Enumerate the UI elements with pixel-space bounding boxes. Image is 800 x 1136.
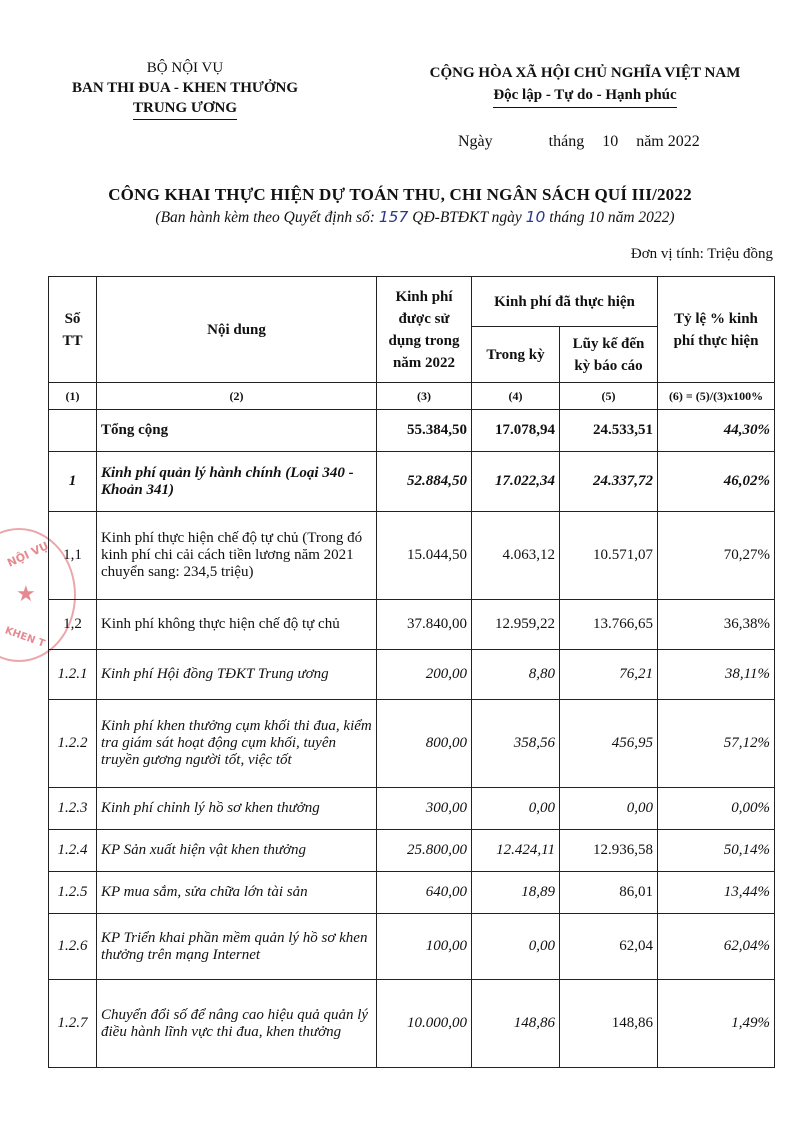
cell-ratio: 70,27%	[658, 512, 775, 600]
table-row	[49, 452, 775, 512]
cell-content: Kinh phí Hội đồng TĐKT Trung ương	[97, 650, 377, 700]
header-cumulative: Lũy kế đến kỳ báo cáo	[560, 327, 658, 383]
cell-period: 18,89	[472, 872, 560, 914]
table-row	[49, 600, 775, 650]
cell-budget: 25.800,00	[377, 830, 472, 872]
cell-cumulative: 86,01	[560, 872, 658, 914]
index-cell: (1)	[49, 383, 97, 410]
index-cell: (2)	[97, 383, 377, 410]
cell-ratio: 0,00%	[658, 788, 775, 830]
date-month-label: tháng	[548, 133, 585, 150]
republic-name: CỘNG HÒA XÃ HỘI CHỦ NGHĨA VIỆT NAM	[429, 65, 741, 81]
cell-period: 17.022,34	[472, 452, 560, 512]
cell-period: 4.063,12	[472, 512, 560, 600]
cell-ratio: 1,49%	[658, 980, 775, 1068]
cell-content: Kinh phí chỉnh lý hồ sơ khen thưởng	[97, 788, 377, 830]
cell-period: 12.959,22	[472, 600, 560, 650]
cell-stt: 1.2.2	[49, 700, 97, 788]
decision-number: 157	[378, 208, 409, 226]
date-year-label: năm	[636, 133, 664, 150]
cell-period: 0,00	[472, 914, 560, 980]
date-year: 2022	[667, 133, 700, 150]
cell-cumulative: 24.337,72	[560, 452, 658, 512]
header-budget: Kinh phí được sử dụng trong năm 2022	[377, 277, 472, 383]
cell-stt: 1	[49, 452, 97, 512]
cell-budget: 10.000,00	[377, 980, 472, 1068]
seal-emblem-icon: ★	[16, 582, 36, 607]
cell-budget: 800,00	[377, 700, 472, 788]
index-cell: (4)	[472, 383, 560, 410]
table-row	[49, 788, 775, 830]
cell-content: Kinh phí khen thưởng cụm khối thi đua, kiểm tra giám sát hoạt động cụm khối, tuyên truyền gương người tốt, việc tốt	[97, 700, 377, 788]
header-ratio: Tỷ lệ % kinh phí thực hiện	[658, 277, 775, 383]
cell-stt: 1.2.6	[49, 914, 97, 980]
cell-cumulative: 24.533,51	[560, 410, 658, 452]
cell-budget: 37.840,00	[377, 600, 472, 650]
cell-period: 17.078,94	[472, 410, 560, 452]
cell-stt: 1,1	[49, 512, 97, 600]
cell-ratio: 62,04%	[658, 914, 775, 980]
cell-content: KP Sản xuất hiện vật khen thưởng	[97, 830, 377, 872]
table-row	[49, 872, 775, 914]
cell-period: 358,56	[472, 700, 560, 788]
cell-budget: 52.884,50	[377, 452, 472, 512]
cell-ratio: 44,30%	[658, 410, 775, 452]
cell-stt: 1.2.5	[49, 872, 97, 914]
national-motto: Độc lập - Tự do - Hạnh phúc	[493, 84, 676, 108]
table-row	[49, 650, 775, 700]
cell-cumulative: 13.766,65	[560, 600, 658, 650]
index-cell: (6) = (5)/(3)x100%	[658, 383, 775, 410]
column-index-row	[49, 383, 775, 410]
header-content: Nội dung	[97, 277, 377, 383]
index-cell: (5)	[560, 383, 658, 410]
table-row	[49, 980, 775, 1068]
cell-ratio: 46,02%	[658, 452, 775, 512]
seal-text-bottom: KHEN T	[3, 625, 47, 650]
cell-stt: 1,2	[49, 600, 97, 650]
cell-stt: 1.2.1	[49, 650, 97, 700]
cell-content: Kinh phí thực hiện chế độ tự chủ (Trong đó kinh phí chi cải cách tiền lương năm 2021 chuyển sang: 234,5 triệu)	[97, 512, 377, 600]
agency-header	[50, 58, 320, 120]
cell-stt: 1.2.3	[49, 788, 97, 830]
cell-content: Kinh phí không thực hiện chế độ tự chủ	[97, 600, 377, 650]
cell-content: Chuyển đổi số để nâng cao hiệu quả quản lý điều hành lĩnh vực thi đua, khen thưởng	[97, 980, 377, 1068]
cell-content: Kinh phí quản lý hành chính (Loại 340 - Khoản 341)	[97, 452, 377, 512]
cell-budget: 200,00	[377, 650, 472, 700]
cell-content: Tổng cộng	[97, 410, 377, 452]
document-date	[458, 133, 700, 151]
date-month: 10	[602, 133, 619, 150]
table-row	[49, 830, 775, 872]
cell-period: 8,80	[472, 650, 560, 700]
table-row	[49, 512, 775, 600]
date-day-label: Ngày	[458, 133, 493, 150]
cell-ratio: 50,14%	[658, 830, 775, 872]
cell-budget: 15.044,50	[377, 512, 472, 600]
decision-day: 10	[525, 208, 546, 226]
header-stt: Số TT	[49, 277, 97, 383]
cell-budget: 640,00	[377, 872, 472, 914]
cell-cumulative: 0,00	[560, 788, 658, 830]
cell-cumulative: 148,86	[560, 980, 658, 1068]
cell-ratio: 13,44%	[658, 872, 775, 914]
cell-stt: 1.2.7	[49, 980, 97, 1068]
table-row	[49, 914, 775, 980]
unit-label: Đơn vị tính: Triệu đồng	[630, 246, 773, 262]
cell-stt	[49, 410, 97, 452]
cell-content: KP Triển khai phần mềm quản lý hồ sơ khen thưởng trên mạng Internet	[97, 914, 377, 980]
subtitle-suffix: tháng 10 năm 2022)	[549, 209, 675, 226]
subtitle-mid: QĐ-BTĐKT ngày	[412, 209, 522, 226]
cell-content: KP mua sắm, sửa chữa lớn tài sản	[97, 872, 377, 914]
seal-text-top: NỘI VỤ	[5, 539, 51, 570]
cell-cumulative: 62,04	[560, 914, 658, 980]
cell-ratio: 38,11%	[658, 650, 775, 700]
document-subtitle	[0, 208, 800, 227]
board-name: BAN THI ĐUA - KHEN THƯỞNG	[71, 80, 298, 96]
cell-period: 148,86	[472, 980, 560, 1068]
table-row-total	[49, 410, 775, 452]
cell-cumulative: 12.936,58	[560, 830, 658, 872]
cell-ratio: 36,38%	[658, 600, 775, 650]
board-central: TRUNG ƯƠNG	[133, 98, 237, 120]
cell-ratio: 57,12%	[658, 700, 775, 788]
cell-stt: 1.2.4	[49, 830, 97, 872]
header-period: Trong kỳ	[472, 327, 560, 383]
national-header	[400, 62, 770, 108]
cell-cumulative: 456,95	[560, 700, 658, 788]
cell-cumulative: 76,21	[560, 650, 658, 700]
cell-budget: 300,00	[377, 788, 472, 830]
cell-period: 12.424,11	[472, 830, 560, 872]
subtitle-prefix: (Ban hành kèm theo Quyết định số:	[155, 209, 375, 226]
ministry-name: BỘ NỘI VỤ	[146, 60, 224, 76]
cell-period: 0,00	[472, 788, 560, 830]
document-title: CÔNG KHAI THỰC HIỆN DỰ TOÁN THU, CHI NGÂN SÁCH QUÍ III/2022	[108, 185, 692, 204]
cell-budget: 100,00	[377, 914, 472, 980]
cell-budget: 55.384,50	[377, 410, 472, 452]
budget-table	[48, 276, 775, 1068]
header-spent-group: Kinh phí đã thực hiện	[472, 277, 658, 327]
table-row	[49, 700, 775, 788]
index-cell: (3)	[377, 383, 472, 410]
cell-cumulative: 10.571,07	[560, 512, 658, 600]
